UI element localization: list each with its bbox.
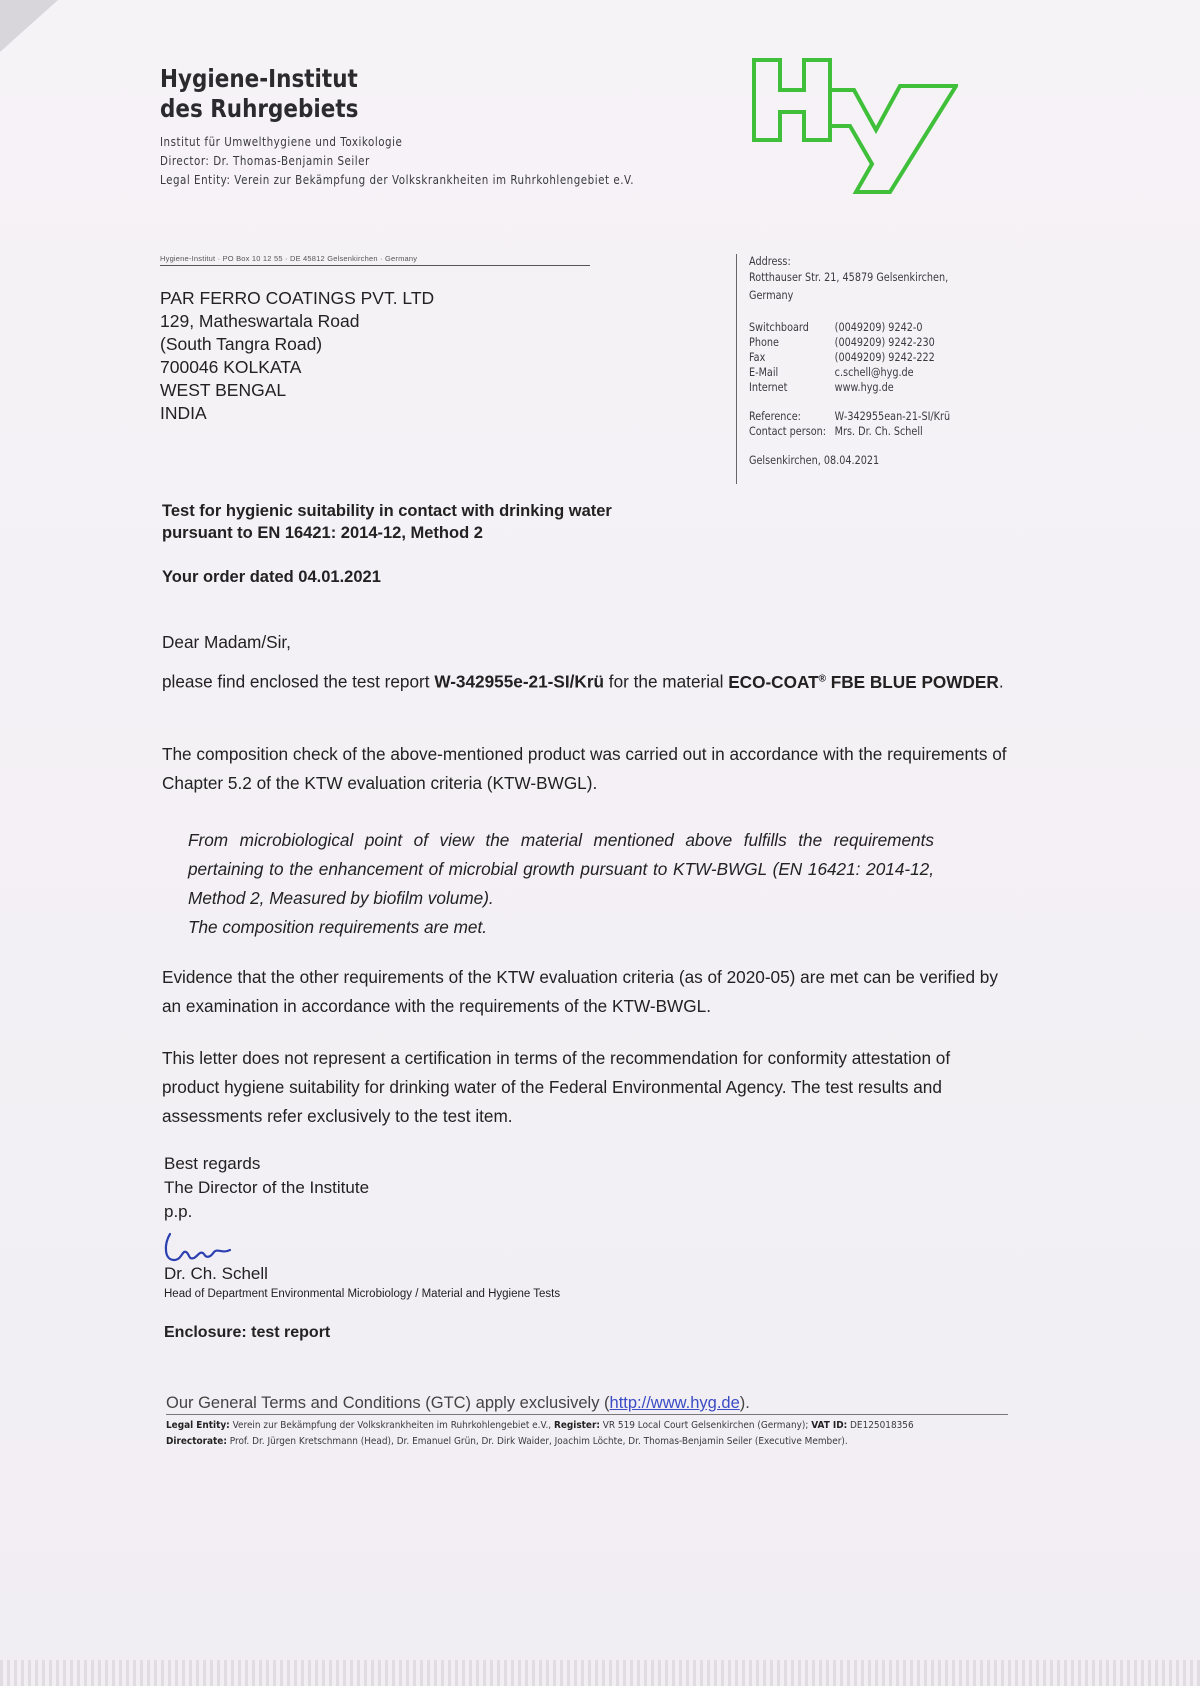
address-line: Germany — [749, 288, 794, 302]
address-label: Address: — [749, 254, 791, 268]
subject-line1: Test for hygienic suitability in contact with drinking water — [162, 502, 612, 520]
internet-value: www.hyg.de — [834, 380, 894, 394]
legal-entity-line — [166, 1418, 1003, 1434]
recipient-line: (South Tangra Road) — [160, 334, 323, 354]
recipient-line: PAR FERRO COATINGS PVT. LTD — [160, 288, 435, 308]
signer-name: Dr. Ch. Schell — [164, 1264, 268, 1283]
email-label: E-Mail — [749, 365, 779, 379]
material-name-part: ECO-COAT — [728, 671, 819, 692]
directorate-label: Directorate: — [166, 1436, 227, 1447]
phone-value: (0049209) 9242-230 — [834, 335, 935, 349]
register-label: Register: — [553, 1420, 600, 1431]
gtc-link[interactable]: http://www.hyg.de — [609, 1394, 740, 1412]
closing — [164, 1152, 369, 1224]
reference-row — [749, 409, 1026, 424]
address-line: Rotthauser Str. 21, 45879 Gelsenkirchen, — [749, 270, 949, 284]
p1-text: for the material — [604, 671, 729, 692]
hy-logo — [752, 56, 958, 196]
italic-conclusion: The composition requirements are met. — [188, 917, 488, 937]
gtc-notice — [166, 1394, 1008, 1415]
handwritten-signature — [160, 1230, 240, 1266]
scan-edge-artifact — [0, 1660, 1200, 1686]
order-date: Your order dated 04.01.2021 — [162, 568, 381, 586]
legal-entity-label: Legal Entity: — [166, 1420, 230, 1431]
report-reference: W-342955e-21-SI/Krü — [434, 671, 605, 692]
paragraph-enclosed-report — [162, 664, 1012, 697]
email-row — [749, 365, 1026, 380]
vat-text: DE125018356 — [847, 1420, 914, 1431]
internet-row — [749, 380, 1026, 395]
legal-footer — [166, 1418, 1003, 1450]
institute-name-line1: Hygiene-Institut — [160, 64, 358, 93]
institute-subtitle: Institut für Umwelthygiene und Toxikologie — [160, 135, 403, 149]
institute-name — [160, 64, 358, 124]
register-text: VR 519 Local Court Gelsenkirchen (Germany); — [599, 1420, 812, 1431]
directorate-text: Prof. Dr. Jürgen Kretschmann (Head), Dr. Emanuel Grün, Dr. Dirk Waider, Joachim Löchte, Dr. Thomas-Benjamin Seiler (Executive Member). — [226, 1436, 848, 1447]
phone-label: Phone — [749, 335, 779, 349]
subject-line2: pursuant to EN 16421: 2014-12, Method 2 — [162, 524, 483, 542]
switchboard-row — [749, 320, 1026, 335]
contact-person-row — [749, 424, 1026, 439]
contact-person-label: Contact person: — [749, 424, 827, 438]
best-regards: Best regards — [164, 1154, 261, 1173]
enclosure-note: Enclosure: test report — [164, 1324, 331, 1341]
paragraph-disclaimer: This letter does not represent a certification in terms of the recommendation for conformity attestation of product hygiene suitability for drinking water of the Federal Environmental Agency. The test results and assessments refer exclusively to the test item. — [162, 1048, 951, 1126]
switchboard-label: Switchboard — [749, 320, 809, 334]
phone-row — [749, 335, 1026, 350]
director-line: The Director of the Institute — [164, 1178, 370, 1197]
microbiological-statement — [188, 826, 934, 942]
subject — [162, 500, 612, 544]
recipient-address — [160, 287, 434, 425]
recipient-line: WEST BENGAL — [160, 380, 287, 400]
page-fold-shadow — [0, 0, 70, 60]
fax-label: Fax — [749, 350, 766, 364]
paragraph-composition-check: The composition check of the above-mentioned product was carried out in accordance with the requirements of Chapter 5.2 of the KTW evaluation criteria (KTW-BWGL). — [162, 744, 1007, 793]
fax-value: (0049209) 9242-222 — [834, 350, 935, 364]
institute-details — [160, 133, 634, 190]
institute-legal-entity: Legal Entity: Verein zur Bekämpfung der Volkskrankheiten im Ruhrkohlengebiet e.V. — [160, 173, 635, 187]
place-date: Gelsenkirchen, 08.04.2021 — [749, 453, 880, 467]
gtc-text: Our General Terms and Conditions (GTC) apply exclusively ( — [166, 1394, 610, 1412]
internet-label: Internet — [749, 380, 788, 394]
sender-return-address: Hygiene-Institut · PO Box 10 12 55 · DE 45812 Gelsenkirchen · Germany — [160, 254, 590, 266]
paragraph-evidence: Evidence that the other requirements of the KTW evaluation criteria (as of 2020-05) are met can be verified by an examination in accordance with the requirements of the KTW-BWGL. — [162, 967, 998, 1016]
recipient-line: 129, Matheswartala Road — [160, 311, 360, 331]
institute-director: Director: Dr. Thomas-Benjamin Seiler — [160, 154, 370, 168]
legal-entity-text: Verein zur Bekämpfung der Volkskrankheiten im Ruhrkohlengebiet e.V., — [229, 1420, 554, 1431]
fax-row — [749, 350, 1026, 365]
registered-mark: ® — [818, 673, 826, 684]
italic-statement: From microbiological point of view the material mentioned above fulfills the requirements pertaining to the enhancement of microbial growth pursuant to KTW-BWGL (EN 16421: 2014-12, Method 2, Measured by biofilm volume). — [188, 830, 934, 908]
directorate-line — [166, 1434, 1003, 1450]
p1-text: please find enclosed the test report — [162, 671, 435, 692]
recipient-line: 700046 KOLKATA — [160, 357, 302, 377]
reference-value: W-342955ean-21-SI/Krü — [834, 409, 951, 423]
email-value: c.schell@hyg.de — [834, 365, 914, 379]
institute-name-line2: des Ruhrgebiets — [160, 94, 359, 123]
contact-person-value: Mrs. Dr. Ch. Schell — [834, 424, 923, 438]
salutation: Dear Madam/Sir, — [162, 632, 291, 652]
switchboard-value: (0049209) 9242-0 — [834, 320, 923, 334]
material-name — [728, 672, 999, 692]
gtc-text-end: ). — [739, 1394, 750, 1412]
pp-line: p.p. — [164, 1202, 193, 1221]
reference-label: Reference: — [749, 409, 801, 423]
signer-role: Head of Department Environmental Microbiology / Material and Hygiene Tests — [164, 1288, 561, 1300]
contact-column — [736, 254, 1029, 484]
recipient-line: INDIA — [160, 403, 207, 423]
p1-end: . — [998, 671, 1004, 692]
material-name-part: FBE BLUE POWDER — [825, 671, 999, 692]
vat-label: VAT ID: — [811, 1420, 848, 1431]
